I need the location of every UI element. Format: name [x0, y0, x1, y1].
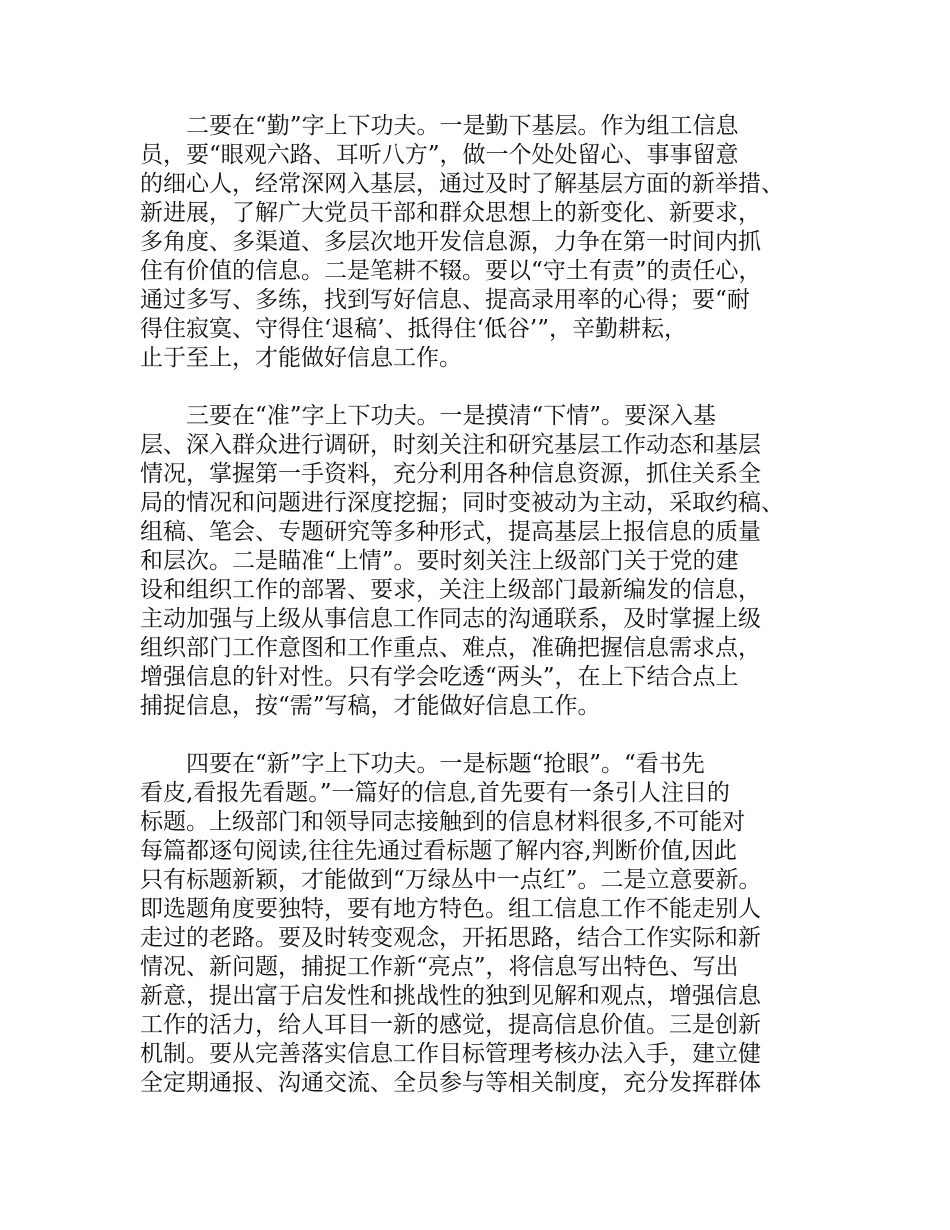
paragraph-line: 情况、新问题，捕捉工作新“亮点”，将信息写出特色、写出 [140, 954, 739, 980]
paragraph-line: 层、深入群众进行调研，时刻关注和研究基层工作动态和基层 [140, 432, 761, 458]
paragraph-line: 走过的老路。要及时转变观念，开拓思路，结合工作实际和新 [140, 925, 761, 951]
paragraph-line: 标题。上级部门和领导同志接触到的信息材料很多,不可能对 [140, 809, 746, 835]
paragraph-line: 新意，提出富于启发性和挑战性的独到见解和观点，增强信息 [140, 983, 761, 1009]
paragraph-line: 得住寂寞、守得住‘退稿’、抵得住‘低谷’”，辛勤耕耘， [140, 316, 688, 342]
paragraph-line: 三要在“准”字上下功夫。一是摸清“下情”。要深入基 [186, 403, 717, 429]
paragraph-line: 通过多写、多练，找到写好信息、提高录用率的心得；要“耐 [140, 287, 750, 313]
paragraph-line: 情况，掌握第一手资料，充分利用各种信息资源，抓住关系全 [140, 461, 761, 487]
paragraph-line: 住有价值的信息。二是笔耕不辍。要以“守土有责”的责任心， [140, 258, 762, 284]
paragraph-line: 主动加强与上级从事信息工作同志的沟通联系，及时掌握上级 [140, 606, 761, 632]
paragraph-line: 设和组织工作的部署、要求，关注上级部门最新编发的信息， [140, 577, 761, 603]
paragraph-line: 新进展，了解广大党员干部和群众思想上的新变化、新要求， [140, 200, 761, 226]
document-body [140, 112, 840, 1098]
paragraph-xin [140, 750, 840, 1098]
paragraph-line: 增强信息的针对性。只有学会吃透“两头”，在上下结合点上 [140, 664, 739, 690]
paragraph-line: 每篇都逐句阅读,往往先通过看标题了解内容,判断价值,因此 [140, 838, 737, 864]
paragraph-line: 即选题角度要独特，要有地方特色。组工信息工作不能走别人 [140, 896, 761, 922]
paragraph-qin [140, 112, 840, 373]
paragraph-line: 捕捉信息，按“需”写稿，才能做好信息工作。 [140, 693, 601, 719]
paragraph-line: 和层次。二是瞄准“上情”。要时刻关注上级部门关于党的建 [140, 548, 739, 574]
paragraph-line: 工作的活力，给人耳目一新的感觉，提高信息价值。三是创新 [140, 1012, 761, 1038]
paragraph-line: 员，要“眼观六路、耳听八方”，做一个处处留心、事事留意 [140, 142, 739, 168]
paragraph-line: 止于至上，才能做好信息工作。 [140, 345, 462, 371]
paragraph-line: 二要在“勤”字上下功夫。一是勤下基层。作为组工信息 [186, 113, 739, 139]
paragraph-line: 组稿、笔会、专题研究等多种形式，提高基层上报信息的质量 [140, 519, 761, 545]
paragraph-line: 看皮,看报先看题。”一篇好的信息,首先要有一条引人注目的 [140, 780, 730, 806]
paragraph-line: 四要在“新”字上下功夫。一是标题“抢眼”。“看书先 [186, 751, 705, 777]
paragraph-line: 机制。要从完善落实信息工作目标管理考核办法入手，建立健 [140, 1041, 761, 1067]
paragraph-line: 局的情况和问题进行深度挖掘；同时变被动为主动，采取约稿、 [140, 490, 784, 516]
paragraph-line: 只有标题新颖，才能做到“万绿丛中一点红”。二是立意要新。 [140, 867, 762, 893]
paragraph-line: 全定期通报、沟通交流、全员参与等相关制度，充分发挥群体 [140, 1070, 761, 1096]
paragraph-line: 多角度、多渠道、多层次地开发信息源，力争在第一时间内抓 [140, 229, 761, 255]
paragraph-line: 组织部门工作意图和工作重点、难点，准确把握信息需求点， [140, 635, 761, 661]
paragraph-line: 的细心人，经常深网入基层，通过及时了解基层方面的新举措、 [140, 171, 784, 197]
paragraph-zhun [140, 402, 840, 721]
